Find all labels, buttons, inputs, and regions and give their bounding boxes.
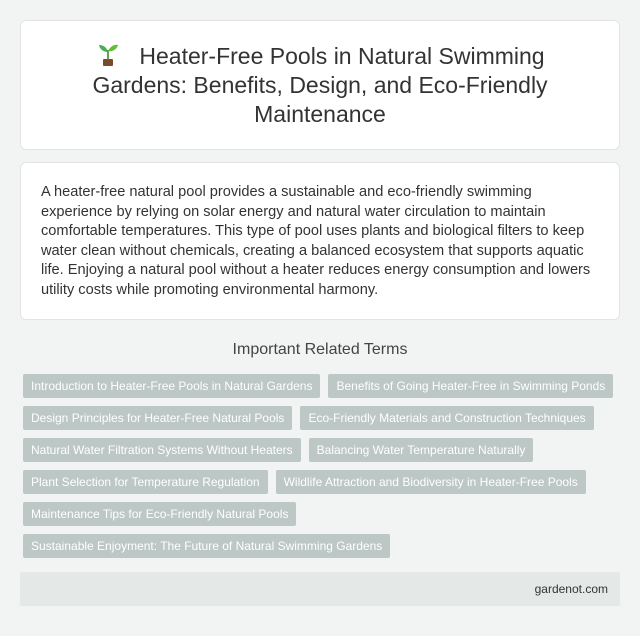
related-term-tag[interactable]: Eco-Friendly Materials and Construction Techniques <box>300 406 593 430</box>
related-term-tag[interactable]: Natural Water Filtration Systems Without Heaters <box>23 438 301 462</box>
page-title <box>61 41 579 129</box>
related-term-tag[interactable]: Benefits of Going Heater-Free in Swimming Ponds <box>328 374 613 398</box>
page-title-text: Heater-Free Pools in Natural Swimming Gardens: Benefits, Design, and Eco-Friendly Maintenance <box>92 43 548 127</box>
title-card <box>20 20 620 150</box>
intro-paragraph: A heater-free natural pool provides a sustainable and eco-friendly swimming experience by relying on solar energy and natural water circulation to maintain comfortable temperatures. This type of pool uses plants and biological filters to keep water clean without chemicals, creating a balanced ecosystem that supports aquatic life. Enjoying a natural pool without a heater reduces energy consumption and lowers utility costs while promoting environmental harmony. <box>41 184 591 298</box>
seedling-icon <box>95 41 121 67</box>
intro-card <box>20 162 620 320</box>
related-term-tag[interactable]: Design Principles for Heater-Free Natural Pools <box>23 406 292 430</box>
related-term-tag[interactable]: Wildlife Attraction and Biodiversity in Heater-Free Pools <box>276 470 586 494</box>
footer <box>20 572 620 606</box>
related-term-tag[interactable]: Plant Selection for Temperature Regulation <box>23 470 268 494</box>
related-term-tag[interactable]: Maintenance Tips for Eco-Friendly Natural Pools <box>23 502 296 526</box>
related-term-tag[interactable]: Introduction to Heater-Free Pools in Natural Gardens <box>23 374 320 398</box>
footer-site-name[interactable]: gardenot.com <box>534 582 608 596</box>
related-term-tag[interactable]: Sustainable Enjoyment: The Future of Natural Swimming Gardens <box>23 534 390 558</box>
related-terms-heading: Important Related Terms <box>232 341 408 358</box>
related-terms-list <box>23 374 623 558</box>
related-term-tag[interactable]: Balancing Water Temperature Naturally <box>309 438 534 462</box>
